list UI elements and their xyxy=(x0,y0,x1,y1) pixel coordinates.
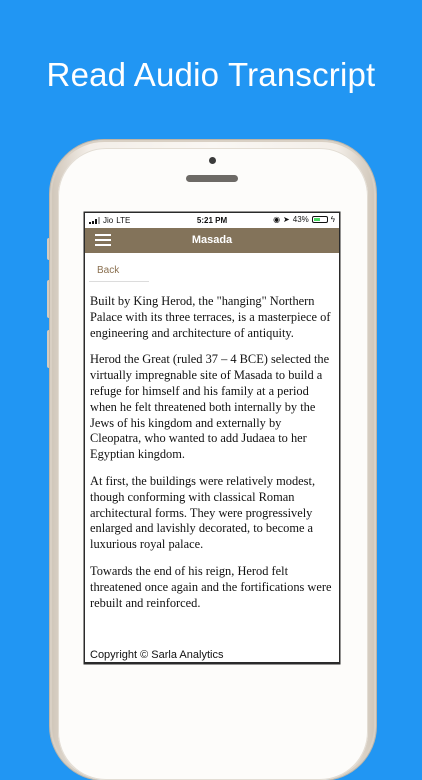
location-icon: ➤ xyxy=(283,215,290,224)
copyright-text: Copyright © Sarla Analytics xyxy=(90,649,224,661)
status-bar xyxy=(85,213,339,228)
transcript-content xyxy=(90,294,334,622)
earpiece-speaker xyxy=(186,175,238,182)
transcript-paragraph: Built by King Herod, the "hanging" Northern Palace with its three terraces, is a masterpiece of engineering and architecture of antiquity. xyxy=(90,294,331,340)
network-label: LTE xyxy=(116,216,131,225)
back-button[interactable]: Back xyxy=(89,260,149,282)
charging-icon: ϟ xyxy=(330,215,335,224)
app-screen xyxy=(85,213,339,663)
transcript-paragraph: Herod the Great (ruled 37 – 4 BCE) selected the virtually impregnable site of Masada to build a refuge for himself and his family at a period when he felt threatened both internally by the Jews of his kingdom and externally by Cleopatra, who wanted to add Judaea to her Egyptian kingdom. xyxy=(90,352,330,462)
screen-bottom-border xyxy=(85,662,339,664)
battery-percent: 43% xyxy=(292,215,309,224)
headline: Read Audio Transcript xyxy=(46,56,376,93)
lock-rotation-icon: ◉ xyxy=(273,215,281,224)
battery-icon xyxy=(312,216,328,223)
carrier-label: Jio xyxy=(103,216,114,225)
page-title: Masada xyxy=(191,234,233,246)
transcript-paragraph: At first, the buildings were relatively modest, though conforming with classical Roman architectural forms. They were progressively enlarged and lavishly decorated, to become a luxurious royal palace. xyxy=(90,473,316,552)
transcript-paragraph: Towards the end of his reign, Herod felt threatened once again and the fortifications were rebuilt and reinforced. xyxy=(90,563,332,610)
nav-bar xyxy=(85,228,339,253)
front-camera xyxy=(209,157,216,164)
status-time: 5:21 PM xyxy=(196,216,228,225)
